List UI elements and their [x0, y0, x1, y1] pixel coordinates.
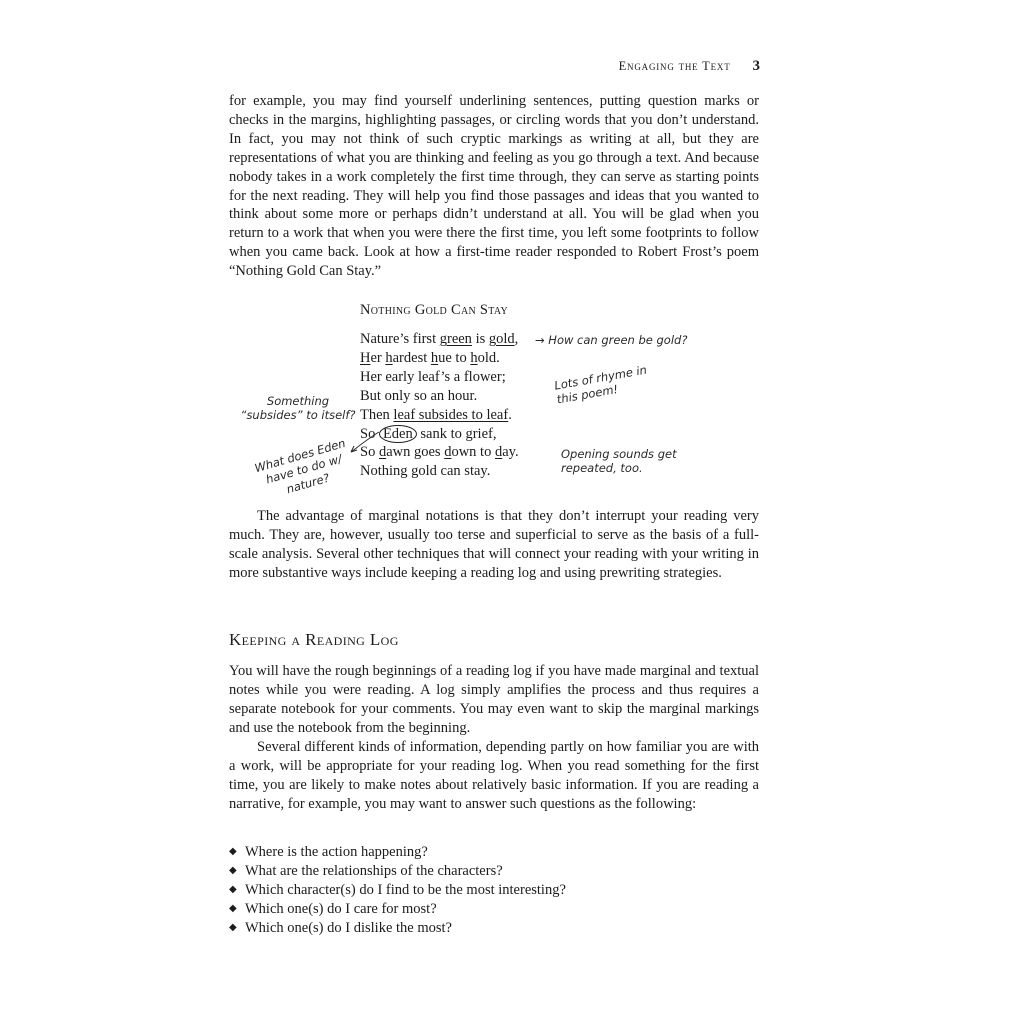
poem-line-1: Nature’s first green is gold, — [360, 331, 519, 347]
bullet-icon: ◆ — [229, 902, 237, 914]
margin-note-green-gold: → How can green be gold? — [535, 333, 688, 347]
poem-word-green: green — [439, 331, 472, 347]
margin-note-sounds: Opening sounds get repeated, too. — [561, 447, 677, 476]
poem-word-nature: Nature’s first — [360, 331, 440, 347]
section-heading: Keeping a Reading Log — [229, 630, 399, 649]
poem-line-2: Her hardest hue to hold. — [360, 349, 500, 366]
margin-note-rhyme: Lots of rhyme in this poem! — [553, 362, 648, 407]
circled-word-eden: Eden — [379, 425, 417, 443]
poem-title: Nothing Gold Can Stay — [360, 302, 509, 318]
list-item: ◆ Which one(s) do I care for most? — [229, 900, 437, 917]
bullet-icon: ◆ — [229, 883, 237, 895]
poem-line-4: But only so an hour. — [360, 387, 478, 404]
list-item: ◆ Where is the action happening? — [229, 844, 428, 860]
log-paragraph-2: Several different kinds of information, depending partly on how familiar you are with a work, will be appropriate for your reading log. When you read something for the first time, you are likely to make notes about relatively basic information. If you are reading a narrative, for example, you may want to answer such questions as the following: — [229, 739, 759, 812]
log-paragraph-1: You will have the rough beginnings of a reading log if you have made marginal and textual notes while you were reading. A log simply amplifies the process and thus requires a separate notebook for your comments. You may even want to skip the marginal markings and use the notebook from the beginning. — [229, 663, 759, 736]
poem-line-7: So dawn goes down to day. — [360, 444, 519, 461]
running-header — [560, 58, 760, 75]
bullet-icon: ◆ — [229, 864, 237, 876]
margin-note-subsides: Something “subsides” to itself? — [240, 394, 356, 423]
advantage-paragraph: The advantage of marginal notations is that they don’t interrupt your reading very much. They are, however, usually too terse and superficial to serve as the basis of a full-scale analysis. Several other techniques that will connect your reading with your writing in more substantive ways include keeping a reading log and using prewriting strategies. — [229, 508, 759, 581]
bullet-icon: ◆ — [229, 846, 237, 857]
poem-line-5: Then leaf subsides to leaf. — [360, 406, 512, 423]
running-title: Engaging the Text — [618, 59, 731, 73]
intro-paragraph: for example, you may find yourself underlining sentences, putting question marks or checks in the margins, highlighting passages, or circling words that you don’t understand. In fact, you may not think of such cryptic markings as writing at all, but they are representations of what you are thinking and feeling as you go through a text. And because nobody takes in a work completely the first time through, they can serve as starting points for the next reading. They will help you find those passages and ideas that you wanted to think about some more or perhaps didn’t understand at all. You will be glad when you return to a work that when you were there the first time, you left some footprints to follow when you came back. Look at how a first-time reader responded to Robert Frost’s poem “Nothing Gold Can Stay.” — [229, 93, 759, 280]
question-list — [229, 843, 566, 938]
eden-annotation-arrow-icon — [345, 426, 385, 456]
list-item: ◆ What are the relationships of the characters? — [229, 862, 503, 879]
list-item: ◆ Which character(s) do I find to be the most interesting? — [229, 881, 566, 898]
poem-line-3: Her early leaf’s a flower; — [360, 368, 506, 385]
page-number: 3 — [752, 58, 760, 74]
poem-line-6: So Eden sank to grief, — [360, 425, 497, 442]
bullet-icon: ◆ — [229, 921, 237, 933]
margin-note-eden: What does Eden have to do w/ nature? — [252, 435, 348, 497]
poem-word-gold: gold — [488, 331, 515, 347]
poem-line-8: Nothing gold can stay. — [360, 463, 491, 480]
list-item: ◆ Which one(s) do I dislike the most? — [229, 919, 452, 936]
poem-body — [360, 330, 519, 481]
